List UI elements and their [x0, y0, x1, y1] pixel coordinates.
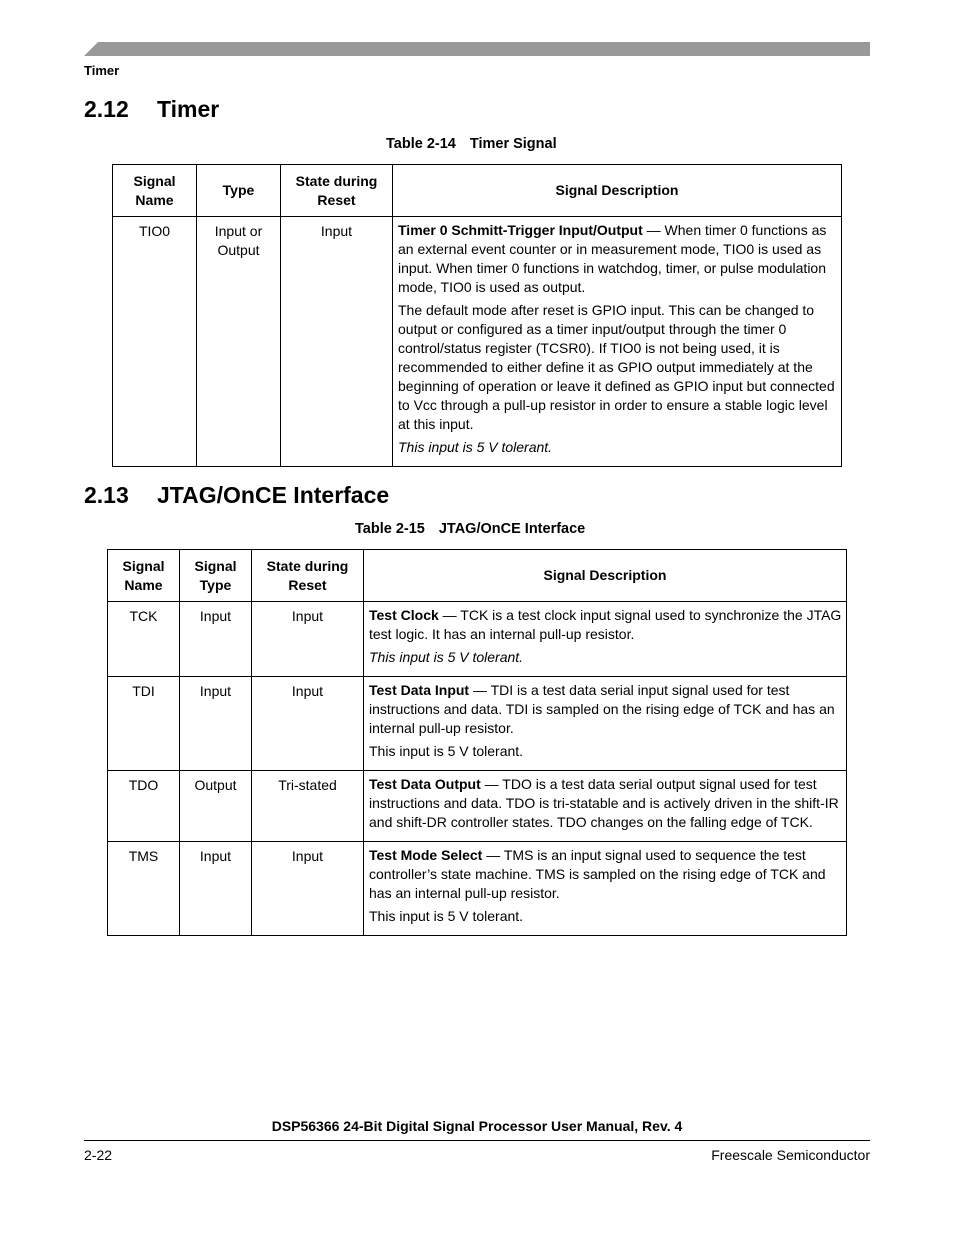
column-header: Signal Description	[364, 550, 847, 602]
signal-description-cell	[364, 771, 847, 842]
reset-state-cell: Input	[252, 842, 364, 936]
footer-document-title: DSP56366 24-Bit Digital Signal Processor User Manual, Rev. 4	[271, 1118, 683, 1134]
table-caption-timer	[386, 136, 557, 152]
signal-type-cell: Input	[180, 842, 252, 936]
section-heading-timer	[84, 96, 219, 123]
table-header-row	[113, 165, 842, 217]
jtag-once-table	[107, 549, 847, 936]
description-term: Test Clock	[369, 607, 439, 623]
column-header: State during Reset	[281, 165, 393, 217]
section-number: 2.13	[84, 482, 129, 508]
tolerance-note: This input is 5 V tolerant.	[369, 649, 524, 665]
column-header: State during Reset	[252, 550, 364, 602]
signal-description-cell	[364, 677, 847, 771]
tolerance-note: This input is 5 V tolerant.	[369, 908, 524, 924]
table-caption-number: Table 2-15	[355, 521, 425, 537]
publisher-name: Freescale Semiconductor	[711, 1147, 870, 1163]
header-bar	[84, 42, 870, 56]
section-heading-jtag	[84, 482, 389, 509]
signal-name-cell: TMS	[108, 842, 180, 936]
description-paragraph	[369, 846, 842, 903]
signal-description-cell	[364, 602, 847, 677]
description-term: Timer 0 Schmitt-Trigger Input/Output	[398, 222, 643, 238]
description-text: — TDI is a test data serial input signal used for test instructions and data. TDI is sampled on the rising edge of TCK and has an internal pull-up resistor.	[369, 682, 835, 736]
description-paragraph	[369, 775, 842, 832]
column-header: Signal Type	[180, 550, 252, 602]
signal-name-cell: TDO	[108, 771, 180, 842]
table-row	[108, 677, 847, 771]
description-term: Test Mode Select	[369, 847, 483, 863]
page-number: 2-22	[84, 1147, 113, 1163]
description-paragraph	[369, 681, 842, 738]
table-caption-number: Table 2-14	[386, 136, 456, 152]
column-header: Signal Name	[113, 165, 197, 217]
signal-description-cell	[364, 842, 847, 936]
signal-name-cell: TIO0	[113, 217, 197, 467]
column-header: Type	[197, 165, 281, 217]
column-header: Signal Description	[393, 165, 842, 217]
table-row	[108, 842, 847, 936]
signal-type-cell: Input or Output	[197, 217, 281, 467]
description-term: Test Data Output	[369, 776, 481, 792]
description-term: Test Data Input	[369, 682, 470, 698]
description-text: — When timer 0 functions as an external event counter or in measurement mode, TIO0 is used as input. When timer 0 functions in watchdog, timer, or pulse modulation mode, TIO0 is used as output.	[398, 222, 827, 295]
table-header-row	[108, 550, 847, 602]
reset-state-cell: Input	[252, 602, 364, 677]
reset-state-cell: Input	[252, 677, 364, 771]
reset-state-cell: Input	[281, 217, 393, 467]
description-text: — TMS is an input signal used to sequence the test controller’s state machine. TMS is sampled on the rising edge of TCK and has an internal pull-up resistor.	[369, 847, 826, 901]
table-row	[108, 771, 847, 842]
table-caption-jtag	[355, 521, 585, 537]
timer-signal-table	[112, 164, 842, 467]
description-text: — TCK is a test clock input signal used to synchronize the JTAG test logic. It has an internal pull-up resistor.	[369, 607, 842, 642]
footer-divider	[84, 1140, 870, 1141]
table-caption-title: JTAG/OnCE Interface	[438, 521, 586, 537]
table-row	[108, 602, 847, 677]
table-row	[113, 217, 842, 467]
signal-type-cell: Output	[180, 771, 252, 842]
tolerance-note: This input is 5 V tolerant.	[398, 439, 553, 455]
column-header: Signal Name	[108, 550, 180, 602]
signal-type-cell: Input	[180, 677, 252, 771]
signal-name-cell: TDI	[108, 677, 180, 771]
description-paragraph	[369, 606, 842, 644]
running-head: Timer	[84, 63, 120, 78]
section-title: JTAG/OnCE Interface	[157, 482, 390, 508]
section-title: Timer	[157, 96, 220, 122]
description-text: — TDO is a test data serial output signal used for test instructions and data. TDO is tri-statable and is actively driven in the shift-IR and shift-DR controller states. TDO changes on the falling edge of TCK.	[369, 776, 839, 830]
description-paragraph: The default mode after reset is GPIO input. This can be changed to output or configured as a timer input/output through the timer 0 control/status register (TCSR0). If TIO0 is not being used, it is recommended to either define it as GPIO output immediately at the beginning of operation or leave it defined as GPIO input but connected to Vcc through a pull-up resistor in order to ensure a stable logic level at this input.	[398, 302, 835, 432]
signal-name-cell: TCK	[108, 602, 180, 677]
section-number: 2.12	[84, 96, 129, 122]
signal-type-cell: Input	[180, 602, 252, 677]
reset-state-cell: Tri-stated	[252, 771, 364, 842]
tolerance-note: This input is 5 V tolerant.	[369, 743, 524, 759]
header-bar-shape	[84, 42, 870, 56]
description-paragraph	[398, 221, 837, 297]
table-caption-title: Timer Signal	[469, 136, 557, 152]
signal-description-cell	[393, 217, 842, 467]
